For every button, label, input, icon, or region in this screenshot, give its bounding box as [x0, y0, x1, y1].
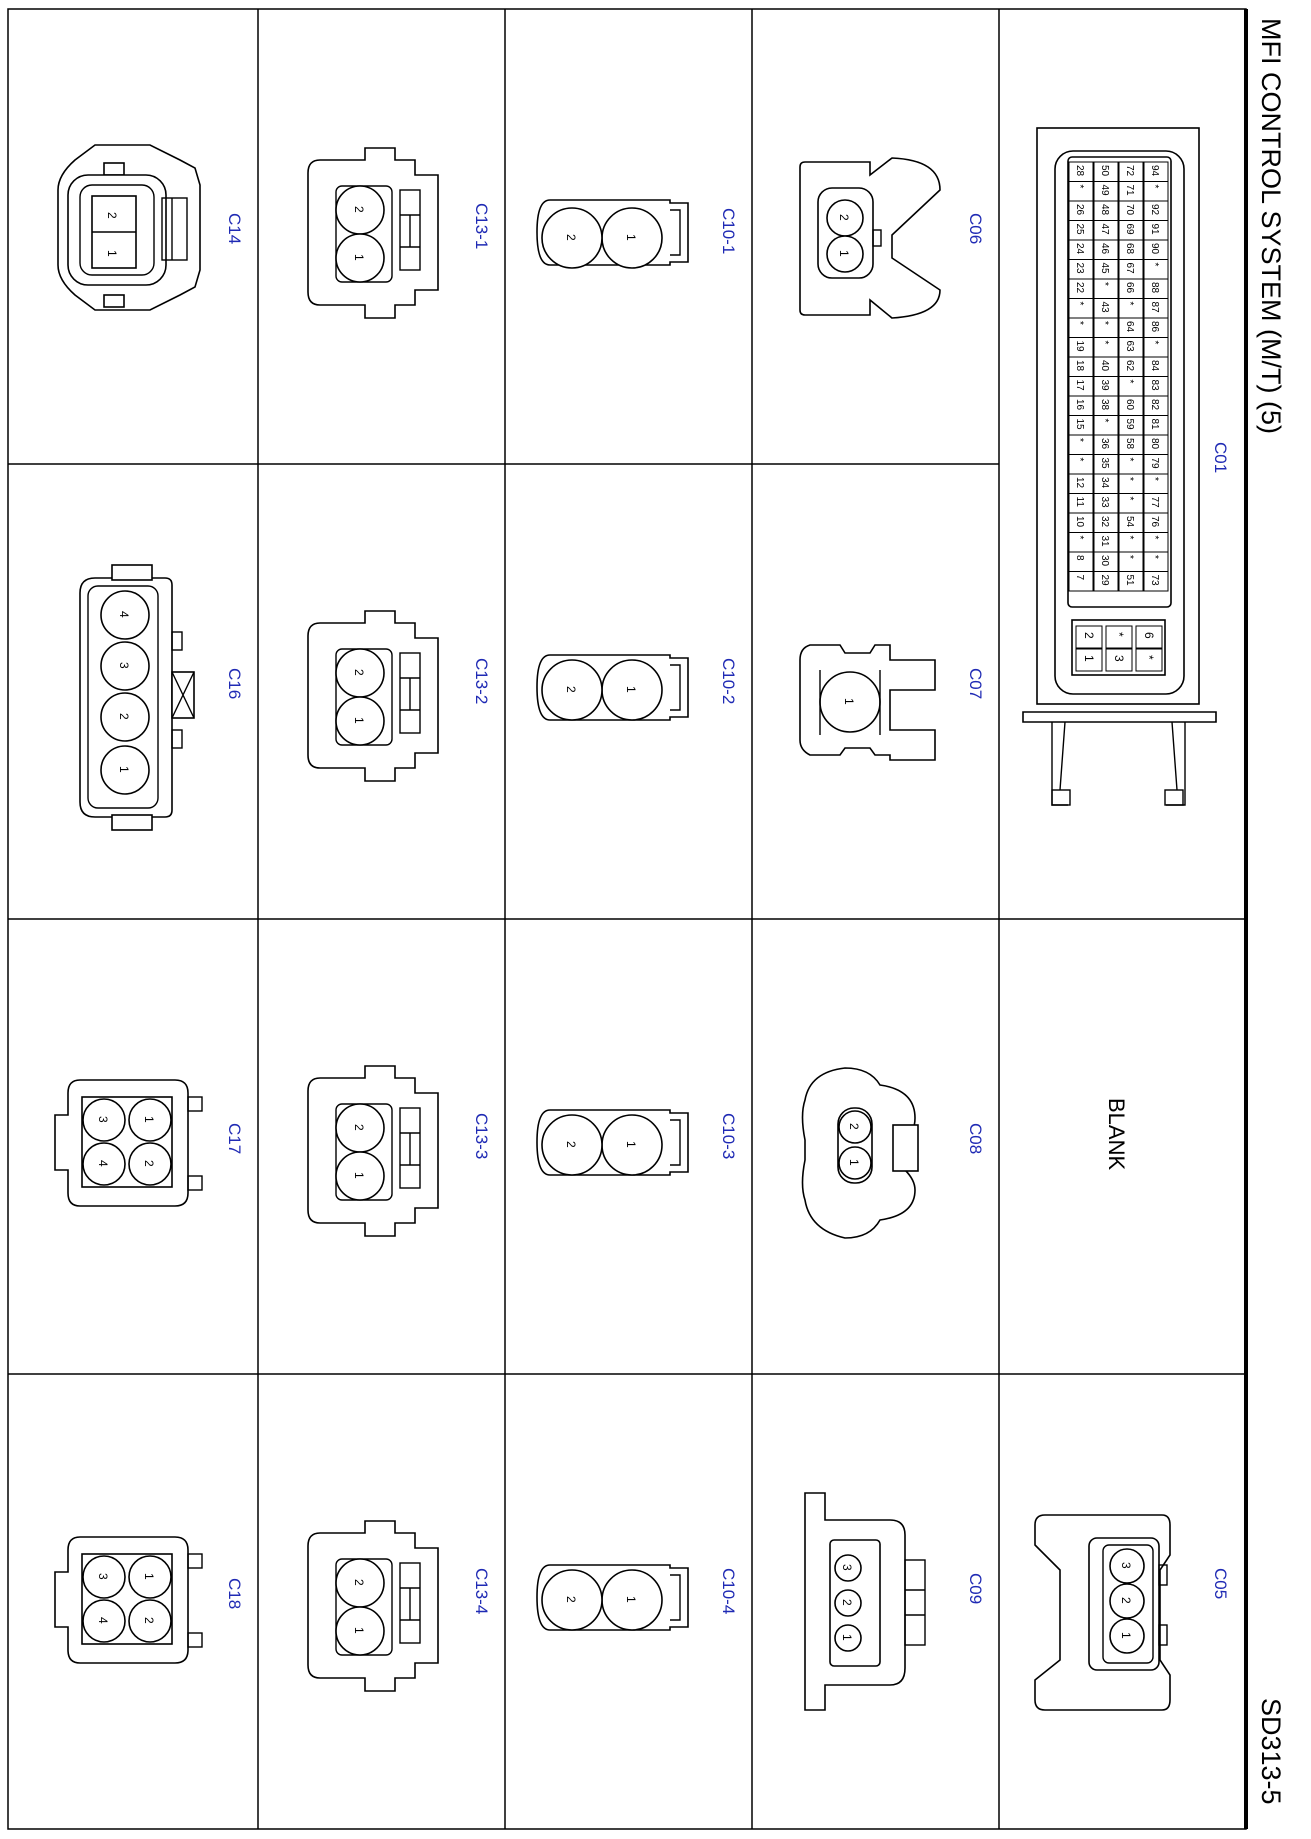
- c01-pin-47: 47: [1099, 223, 1110, 235]
- c01-pin-22: 22: [1074, 282, 1085, 294]
- c18-pin-3: 3: [96, 1573, 110, 1580]
- c01-pin-73: 73: [1149, 574, 1160, 586]
- c01-pin-18: 18: [1074, 360, 1085, 372]
- connector-c13-2: [308, 611, 491, 781]
- c01-pin-29: 29: [1099, 574, 1110, 586]
- c01-pin-84: 84: [1149, 360, 1160, 372]
- c07-pin-1: 1: [842, 698, 856, 705]
- c01-pin-90: 90: [1149, 243, 1160, 255]
- c01-pin-unused: *: [1099, 282, 1110, 286]
- c10-4-pin-1: 1: [624, 1596, 638, 1603]
- blank-cell-label: BLANK: [1104, 1098, 1129, 1171]
- c18-pin-1: 1: [142, 1573, 156, 1580]
- c01-pin-unused: *: [1149, 535, 1160, 540]
- c01-pin-unused: *: [1074, 321, 1085, 325]
- c01-aux-pin-unused: *: [1112, 632, 1126, 637]
- c01-pin-15: 15: [1074, 418, 1085, 430]
- c01-pin-grid: [1069, 162, 1168, 591]
- c16-pin-4: 4: [117, 611, 131, 618]
- c01-pin-79: 79: [1149, 457, 1160, 469]
- c17-pin-1: 1: [142, 1116, 156, 1123]
- connector-c18: [55, 1537, 244, 1663]
- c01-aux-pin-6: 6: [1142, 632, 1156, 639]
- c06-pin-1: 1: [837, 250, 851, 257]
- c17-pin-3: 3: [96, 1116, 110, 1123]
- c10-1-pin-2: 2: [564, 234, 578, 241]
- c01-pin-92: 92: [1149, 204, 1160, 216]
- c01-pin-7: 7: [1074, 574, 1085, 581]
- c13-4-pin-2: 2: [352, 1579, 366, 1586]
- connector-label-c09: C09: [966, 1573, 985, 1605]
- c01-pin-43: 43: [1099, 301, 1110, 313]
- c01-pin-48: 48: [1099, 204, 1110, 216]
- c13-3-pin-1: 1: [352, 1172, 366, 1179]
- c01-pin-unused: *: [1099, 340, 1110, 345]
- c01-aux-pin-1: 1: [1082, 655, 1096, 662]
- c09-pin-2: 2: [840, 1599, 854, 1606]
- c01-pin-40: 40: [1099, 360, 1110, 372]
- connector-c10-4: [537, 1565, 738, 1630]
- c01-pin-unused: *: [1149, 184, 1160, 189]
- c01-pin-83: 83: [1149, 379, 1160, 391]
- c01-pin-67: 67: [1124, 262, 1135, 274]
- c17-pin-2: 2: [142, 1160, 156, 1167]
- c01-pin-62: 62: [1124, 360, 1135, 372]
- c01-pin-71: 71: [1124, 184, 1135, 196]
- connector-c10-3: [537, 1110, 738, 1175]
- c10-2-pin-2: 2: [564, 686, 578, 693]
- c01-pin-28: 28: [1074, 165, 1085, 177]
- c01-pin-26: 26: [1074, 204, 1085, 216]
- c01-pin-unused: *: [1074, 535, 1085, 540]
- connector-c13-3: [308, 1066, 491, 1236]
- c01-aux-cell: [1136, 649, 1162, 671]
- c01-pin-unused: *: [1149, 477, 1160, 481]
- c01-pin-unused: *: [1124, 477, 1135, 481]
- c13-2-pin-1: 1: [352, 717, 366, 724]
- c05-pin-1: 1: [1119, 1632, 1133, 1639]
- c01-pin-unused: *: [1074, 184, 1085, 189]
- connector-c16: [80, 565, 244, 830]
- c01-pin-unused: *: [1124, 457, 1135, 462]
- c13-1-pin-2: 2: [352, 206, 366, 213]
- c01-aux-pins: [1076, 626, 1162, 671]
- c08-pin-2: 2: [847, 1123, 861, 1130]
- connector-c17: [55, 1080, 244, 1206]
- c08-pin-1: 1: [847, 1159, 861, 1166]
- c01-pin-unused: *: [1074, 301, 1085, 306]
- c01-pin-19: 19: [1074, 340, 1085, 352]
- c01-pin-88: 88: [1149, 282, 1160, 294]
- c01-pin-45: 45: [1099, 262, 1110, 274]
- c01-pin-50: 50: [1099, 165, 1110, 177]
- c17-pin-4: 4: [96, 1160, 110, 1167]
- c01-pin-23: 23: [1074, 262, 1085, 274]
- c01-pin-25: 25: [1074, 223, 1085, 235]
- c01-pin-64: 64: [1124, 321, 1135, 333]
- c01-pin-30: 30: [1099, 555, 1110, 567]
- c01-pin-82: 82: [1149, 399, 1160, 411]
- connector-c07: [800, 645, 985, 760]
- c13-4-pin-1: 1: [352, 1627, 366, 1634]
- connector-c05: [1035, 1515, 1230, 1710]
- connector-c08: [803, 1068, 986, 1238]
- c01-pin-unused: *: [1149, 262, 1160, 267]
- c01-pin-32: 32: [1099, 516, 1110, 528]
- c09-pin-3: 3: [840, 1564, 854, 1571]
- c01-pin-87: 87: [1149, 301, 1160, 313]
- c01-pin-86: 86: [1149, 321, 1160, 333]
- c01-aux-pin-3: 3: [1112, 655, 1126, 662]
- c01-pin-unused: *: [1074, 438, 1085, 442]
- c10-2-pin-1: 1: [624, 686, 638, 693]
- c13-3-pin-2: 2: [352, 1124, 366, 1131]
- c01-pin-49: 49: [1099, 184, 1110, 196]
- c01-pin-59: 59: [1124, 418, 1135, 430]
- c01-pin-33: 33: [1099, 496, 1110, 508]
- c01-pin-66: 66: [1124, 282, 1135, 294]
- c01-pin-72: 72: [1124, 165, 1135, 177]
- connector-label-c13-1: C13-1: [472, 203, 491, 250]
- connector-label-c10-2: C10-2: [719, 658, 738, 705]
- c01-pin-94: 94: [1149, 165, 1160, 177]
- c05-pin-2: 2: [1119, 1597, 1133, 1604]
- connector-label-c16: C16: [225, 668, 244, 700]
- c10-3-pin-2: 2: [564, 1141, 578, 1148]
- c01-pin-34: 34: [1099, 477, 1110, 489]
- c01-pin-46: 46: [1099, 243, 1110, 255]
- c01-pin-80: 80: [1149, 438, 1160, 450]
- connector-label-c07: C07: [966, 668, 985, 700]
- connector-label-c05: C05: [1211, 1568, 1230, 1600]
- c01-pin-unused: *: [1124, 379, 1135, 384]
- c01-pin-10: 10: [1074, 516, 1085, 528]
- connector-label-c18: C18: [225, 1578, 244, 1610]
- c01-pin-24: 24: [1074, 243, 1085, 255]
- connector-c14: [58, 145, 244, 310]
- connector-label-c14: C14: [225, 213, 244, 245]
- connector-c09: [805, 1493, 985, 1710]
- c01-pin-16: 16: [1074, 399, 1085, 411]
- c01-pin-76: 76: [1149, 516, 1160, 528]
- c01-pin-unused: *: [1074, 457, 1085, 462]
- c01-aux-cell: [1106, 626, 1132, 648]
- c01-aux-pin-2: 2: [1082, 632, 1096, 639]
- c01-pin-54: 54: [1124, 516, 1135, 528]
- c01-pin-12: 12: [1074, 477, 1085, 489]
- connector-c10-2: [537, 655, 738, 720]
- sheet-title: MFI CONTROL SYSTEM (M/T) (5): [1256, 18, 1286, 434]
- c10-4-pin-2: 2: [564, 1596, 578, 1603]
- connector-c13-4: [308, 1521, 491, 1691]
- c01-pin-8: 8: [1074, 555, 1085, 561]
- c01-pin-77: 77: [1149, 496, 1160, 508]
- c01-pin-unused: *: [1124, 301, 1135, 306]
- c01-pin-68: 68: [1124, 243, 1135, 255]
- connector-label-c13-2: C13-2: [472, 658, 491, 705]
- c01-pin-unused: *: [1124, 535, 1135, 540]
- c01-pin-11: 11: [1074, 496, 1085, 507]
- c01-pin-unused: *: [1099, 418, 1110, 423]
- connector-label-c10-3: C10-3: [719, 1113, 738, 1160]
- c01-pin-91: 91: [1149, 223, 1160, 235]
- connector-label-c13-4: C13-4: [472, 1568, 491, 1615]
- c14-pin-1: 1: [105, 250, 119, 257]
- sheet-code: SD313-5: [1256, 1698, 1286, 1805]
- c10-1-pin-1: 1: [624, 234, 638, 241]
- connector-label-c10-4: C10-4: [719, 1568, 738, 1615]
- c05-pin-3: 3: [1119, 1562, 1133, 1569]
- c10-3-pin-1: 1: [624, 1141, 638, 1148]
- connector-label-c10-1: C10-1: [719, 208, 738, 255]
- c01-pin-69: 69: [1124, 223, 1135, 235]
- c01-pin-unused: *: [1124, 496, 1135, 501]
- c01-pin-39: 39: [1099, 379, 1110, 391]
- connector-label-c13-3: C13-3: [472, 1113, 491, 1160]
- c01-pin-17: 17: [1074, 379, 1085, 391]
- c09-pin-1: 1: [840, 1634, 854, 1641]
- connector-c06: [800, 158, 985, 318]
- c01-pin-38: 38: [1099, 399, 1110, 411]
- c01-pin-36: 36: [1099, 438, 1110, 450]
- c01-pin-58: 58: [1124, 438, 1135, 450]
- c01-pin-31: 31: [1099, 535, 1110, 547]
- c01-pin-unused: *: [1099, 321, 1110, 325]
- connector-label-c06: C06: [966, 213, 985, 245]
- connector-c01: [1023, 128, 1230, 805]
- c16-pin-3: 3: [117, 662, 131, 669]
- c13-1-pin-1: 1: [352, 254, 366, 261]
- c01-pin-60: 60: [1124, 399, 1135, 411]
- c01-pin-51: 51: [1124, 574, 1135, 586]
- connector-label-c17: C17: [225, 1123, 244, 1155]
- c01-pin-unused: *: [1149, 555, 1160, 559]
- c01-pin-70: 70: [1124, 204, 1135, 216]
- c18-pin-4: 4: [96, 1617, 110, 1624]
- c14-pin-2: 2: [105, 212, 119, 219]
- c06-pin-2: 2: [837, 214, 851, 221]
- c16-pin-2: 2: [117, 713, 131, 720]
- c18-pin-2: 2: [142, 1617, 156, 1624]
- c01-pin-35: 35: [1099, 457, 1110, 469]
- connector-label-c08: C08: [966, 1123, 985, 1155]
- connector-c13-1: [308, 148, 491, 318]
- connector-label-c01: C01: [1211, 442, 1230, 474]
- c16-pin-1: 1: [117, 766, 131, 773]
- c01-pin-unused: *: [1149, 340, 1160, 345]
- c01-aux-pin-unused: *: [1142, 655, 1156, 660]
- connector-c10-1: [537, 200, 738, 268]
- c13-2-pin-2: 2: [352, 669, 366, 676]
- c01-pin-unused: *: [1124, 555, 1135, 559]
- c01-pin-63: 63: [1124, 340, 1135, 352]
- c01-pin-81: 81: [1149, 418, 1160, 430]
